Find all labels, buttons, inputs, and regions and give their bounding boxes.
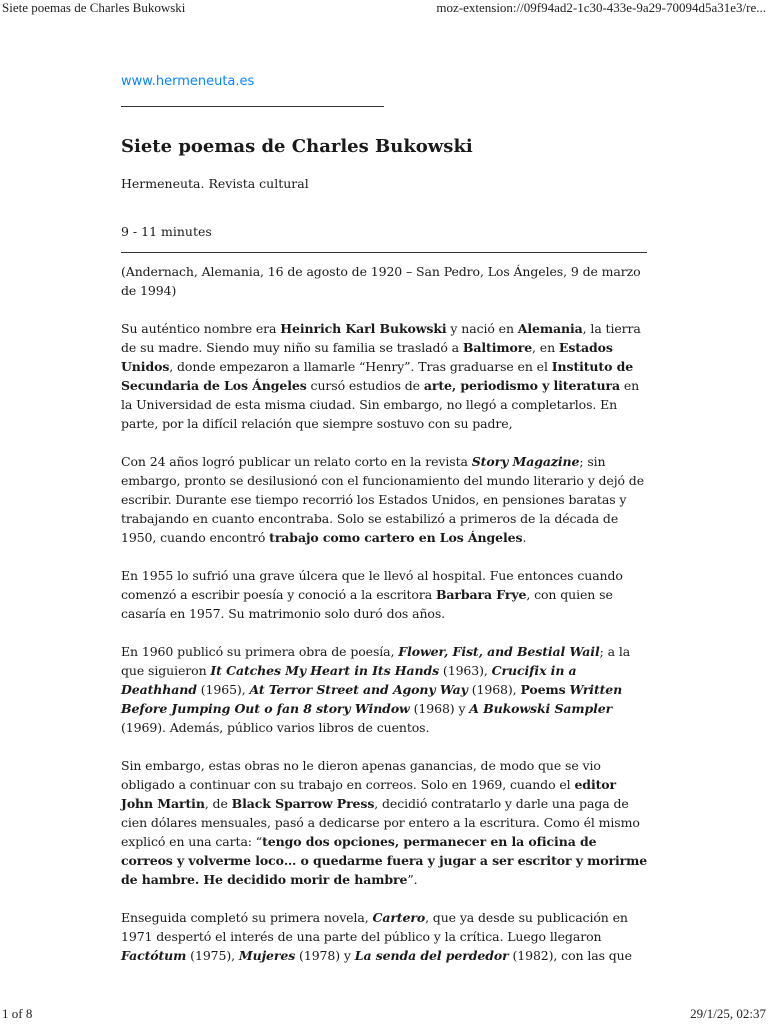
paragraph-text: y nació en [446, 321, 518, 336]
reader-content [121, 72, 649, 965]
paragraph-text: ; sin embargo, pronto se desilusionó con el funcionamiento del mundo literario y dejó de escribir. Durante ese tiempo recorrió los Estados Unidos, en pensiones baratas y trabajando en cuanto encontraba. Solo se estabilizó a primeros de la década de 1950, cuando encontró [121, 454, 645, 545]
article-paragraph [121, 262, 649, 300]
print-header-title: Siete poemas de Charles Bukowski [2, 0, 186, 15]
bold-text: Barbara Frye [435, 587, 527, 602]
article-paragraph [121, 642, 649, 737]
paragraph-text: , con quien se casaría en 1957. Su matrimonio solo duró dos años. [121, 587, 613, 621]
paragraph-text: cursó estudios de [306, 378, 424, 393]
article-body [121, 262, 649, 965]
reading-time: 9 - 11 minutes [121, 224, 212, 239]
emphasized-title: It Catches My Heart in Its Hands [210, 663, 440, 678]
emphasized-title: Mujeres [238, 948, 296, 963]
meta-divider [121, 252, 647, 253]
paragraph-text: (1968), [467, 682, 521, 697]
header-divider [121, 106, 384, 107]
paragraph-text: . [522, 530, 527, 545]
paragraph-text: ”. [407, 872, 418, 887]
paragraph-text: Sin embargo, estas obras no le dieron apenas ganancias, de modo que se vio obligado a continuar con su trabajo en correos. Solo en 1969, cuando el [121, 758, 601, 792]
paragraph-text: Enseguida completó su primera novela, [121, 910, 373, 925]
emphasized-title: Factótum [121, 948, 187, 963]
emphasized-title: Story Magazine [471, 454, 580, 469]
paragraph-text: Con 24 años logró publicar un relato corto en la revista [121, 454, 472, 469]
bold-text: Poems [520, 682, 566, 697]
site-link[interactable]: www.hermeneuta.es [121, 74, 255, 89]
emphasized-title: Written Before Jumping Out o fan 8 story Window [121, 682, 623, 716]
article-paragraph [121, 566, 649, 623]
print-header [0, 0, 768, 16]
bold-text: trabajo como cartero en Los Ángeles [269, 530, 523, 545]
paragraph-text: (1968) y [409, 701, 470, 716]
paragraph-text: En 1960 publicó su primera obra de poesía, [121, 644, 399, 659]
bold-text: arte, periodismo y literatura [423, 378, 620, 393]
print-header-url: moz-extension://09f94ad2-1c30-433e-9a29-70094d5a31e3/re... [436, 0, 766, 15]
paragraph-text: (1969). Además, público varios libros de cuentos. [121, 720, 430, 735]
print-datetime: 29/1/25, 02:37 [690, 1006, 766, 1021]
paragraph-text: Su auténtico nombre era [121, 321, 281, 336]
paragraph-text: , de [204, 796, 232, 811]
emphasized-title: Flower, Fist, and Bestial Wail [398, 644, 600, 659]
paragraph-text: , la tierra de su madre. Siendo muy niño su familia se trasladó a [121, 321, 641, 355]
paragraph-text: (Andernach, Alemania, 16 de agosto de 1920 – San Pedro, Los Ángeles, 9 de marzo de 1994) [121, 264, 641, 298]
bold-text: Instituto de Secundaria de Los Ángeles [121, 359, 634, 393]
bold-text: tengo dos opciones, permanecer en la oficina de correos y volverme loco… o quedarme fuera y jugar a ser escritor y morirme de hambre. He decidido morir de hambre [121, 834, 648, 887]
article-paragraph [121, 756, 649, 889]
paragraph-text: (1982), con las que [508, 948, 632, 963]
emphasized-title: Crucifix in a Deathhand [121, 663, 577, 697]
bold-text: Black Sparrow Press [231, 796, 375, 811]
paragraph-text: , en [532, 340, 559, 355]
paragraph-text: , que ya desde su publicación en 1971 despertó el interés de una parte del público y la crítica. Luego llegaron [121, 910, 628, 944]
paragraph-text: (1978) y [295, 948, 355, 963]
bold-text: Alemania [517, 321, 583, 336]
bold-text: Baltimore [462, 340, 533, 355]
page-counter: 1 of 8 [2, 1006, 33, 1021]
print-footer [0, 1006, 768, 1024]
article-paragraph [121, 908, 649, 965]
article-title: Siete poemas de Charles Bukowski [121, 136, 473, 157]
paragraph-text: (1975), [186, 948, 239, 963]
paragraph-text: en la Universidad de esta misma ciudad. Sin embargo, no llegó a completarlos. En parte, por la difícil relación que siempre sostuvo con su padre, [121, 378, 640, 431]
emphasized-title: Cartero [372, 910, 426, 925]
article-byline: Hermeneuta. Revista cultural [121, 176, 309, 191]
bold-text: editor John Martin [121, 777, 616, 811]
paragraph-text: , decidió contratarlo y darle una paga de cien dólares mensuales, pasó a dedicarse por entero a la escritura. Como él mismo explicó en una carta: “ [121, 796, 640, 849]
paragraph-text: (1965), [196, 682, 250, 697]
paragraph-text: En 1955 lo sufrió una grave úlcera que le llevó al hospital. Fue entonces cuando comenzó a escribir poesía y conoció a la escritora [121, 568, 623, 602]
paragraph-text: , donde empezaron a llamarle “Henry”. Tras graduarse en el [169, 359, 552, 374]
article-paragraph [121, 452, 649, 547]
bold-text: Estados Unidos [121, 340, 613, 374]
emphasized-title: La senda del perdedor [354, 948, 509, 963]
paragraph-text: (1963), [439, 663, 492, 678]
paragraph-text: ; a la que siguieron [121, 644, 631, 678]
bold-text: Heinrich Karl Bukowski [280, 321, 447, 336]
article-paragraph [121, 319, 649, 433]
emphasized-title: A Bukowski Sampler [469, 701, 613, 716]
emphasized-title: At Terror Street and Agony Way [249, 682, 468, 697]
